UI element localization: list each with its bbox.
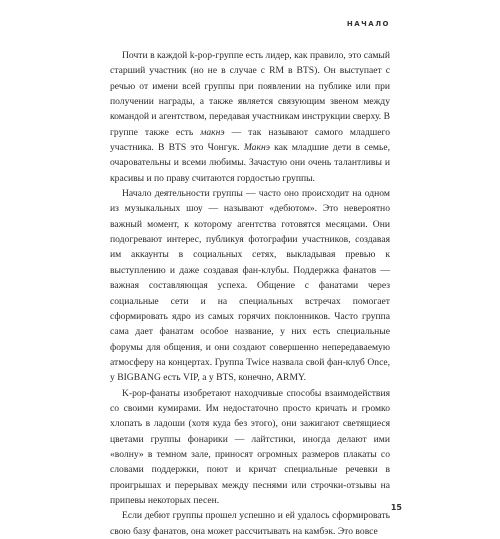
text-run: как младшие дети в семье, очаровательны и всеми любимы. Зачастую они очень талантливы и красивы и по праву считаются гордостью группы. — [110, 142, 390, 184]
text-run: K-pop-фанаты изобретают находчивые способы взаимодействия со своими кумирами. Им недостаточно просто кричать и громко хлопать в ладоши (хотя куда без этого), они зажигают светящиеся цветами группы фонарики — лайтстики, иногда делают ими «волну» в темном зале, приносят огромных размеров плакаты со словами поддержки, поют и кричат специальные речевки в проигрышах и перерывах между песнями или строчки-отзывы на припевы некоторых песен. — [110, 387, 390, 506]
text-run: — так называют самого младшего участника. В BTS это Чонгук. — [110, 126, 391, 154]
italic-term: макнэ — [200, 126, 225, 138]
body-text — [110, 48, 390, 539]
page-number: 15 — [390, 503, 402, 512]
text-run: Начало деятельности группы — часто оно происходит на одном из музыкальных шоу — называют «дебютом». Это невероятно важный момент, к которому агентства готовятся месяцами. Они подогревают интерес, публикуя фотографии участников, создавая им аккаунты в социальных сетях, выкладывая превью к выступлению и даже создавая фан-клубы. Поддержка фанатов — важная составляющая успеха. Общение с фанатами через социальные сети и на специальных встречах помогает сформировать ядро из самых горячих поклонников. Часто группа сама дает фанатам особое название, у них есть специальные форумы для общения, и они создают совершенно непередаваемую атмосферу на концертах. Группа Twice назвала свой фан-клуб Once, у BIGBANG есть VIP, а у BTS, конечно, ARMY. — [110, 188, 390, 384]
text-run: Если дебют группы прошел успешно и ей удалось сформировать свою базу фанатов, она может рассчитывать на камбэк. Это вовсе — [110, 510, 390, 537]
paragraph — [110, 48, 390, 186]
running-head: НАЧАЛО — [346, 20, 390, 28]
paragraph — [110, 186, 390, 385]
text-run: Почти в каждой k-pop-группе есть лидер, как правило, это самый старший участник (но не в случае с RM в BTS). Он выступает с речью от имени всей группы при появлении на публике или при получении награды, а также является связующим звеном между командой и агентством, передавая участникам инструкции сверху. В группе также есть — [110, 50, 390, 138]
paragraph — [110, 386, 390, 509]
italic-term: Макнэ — [243, 142, 270, 154]
paragraph — [110, 508, 390, 539]
